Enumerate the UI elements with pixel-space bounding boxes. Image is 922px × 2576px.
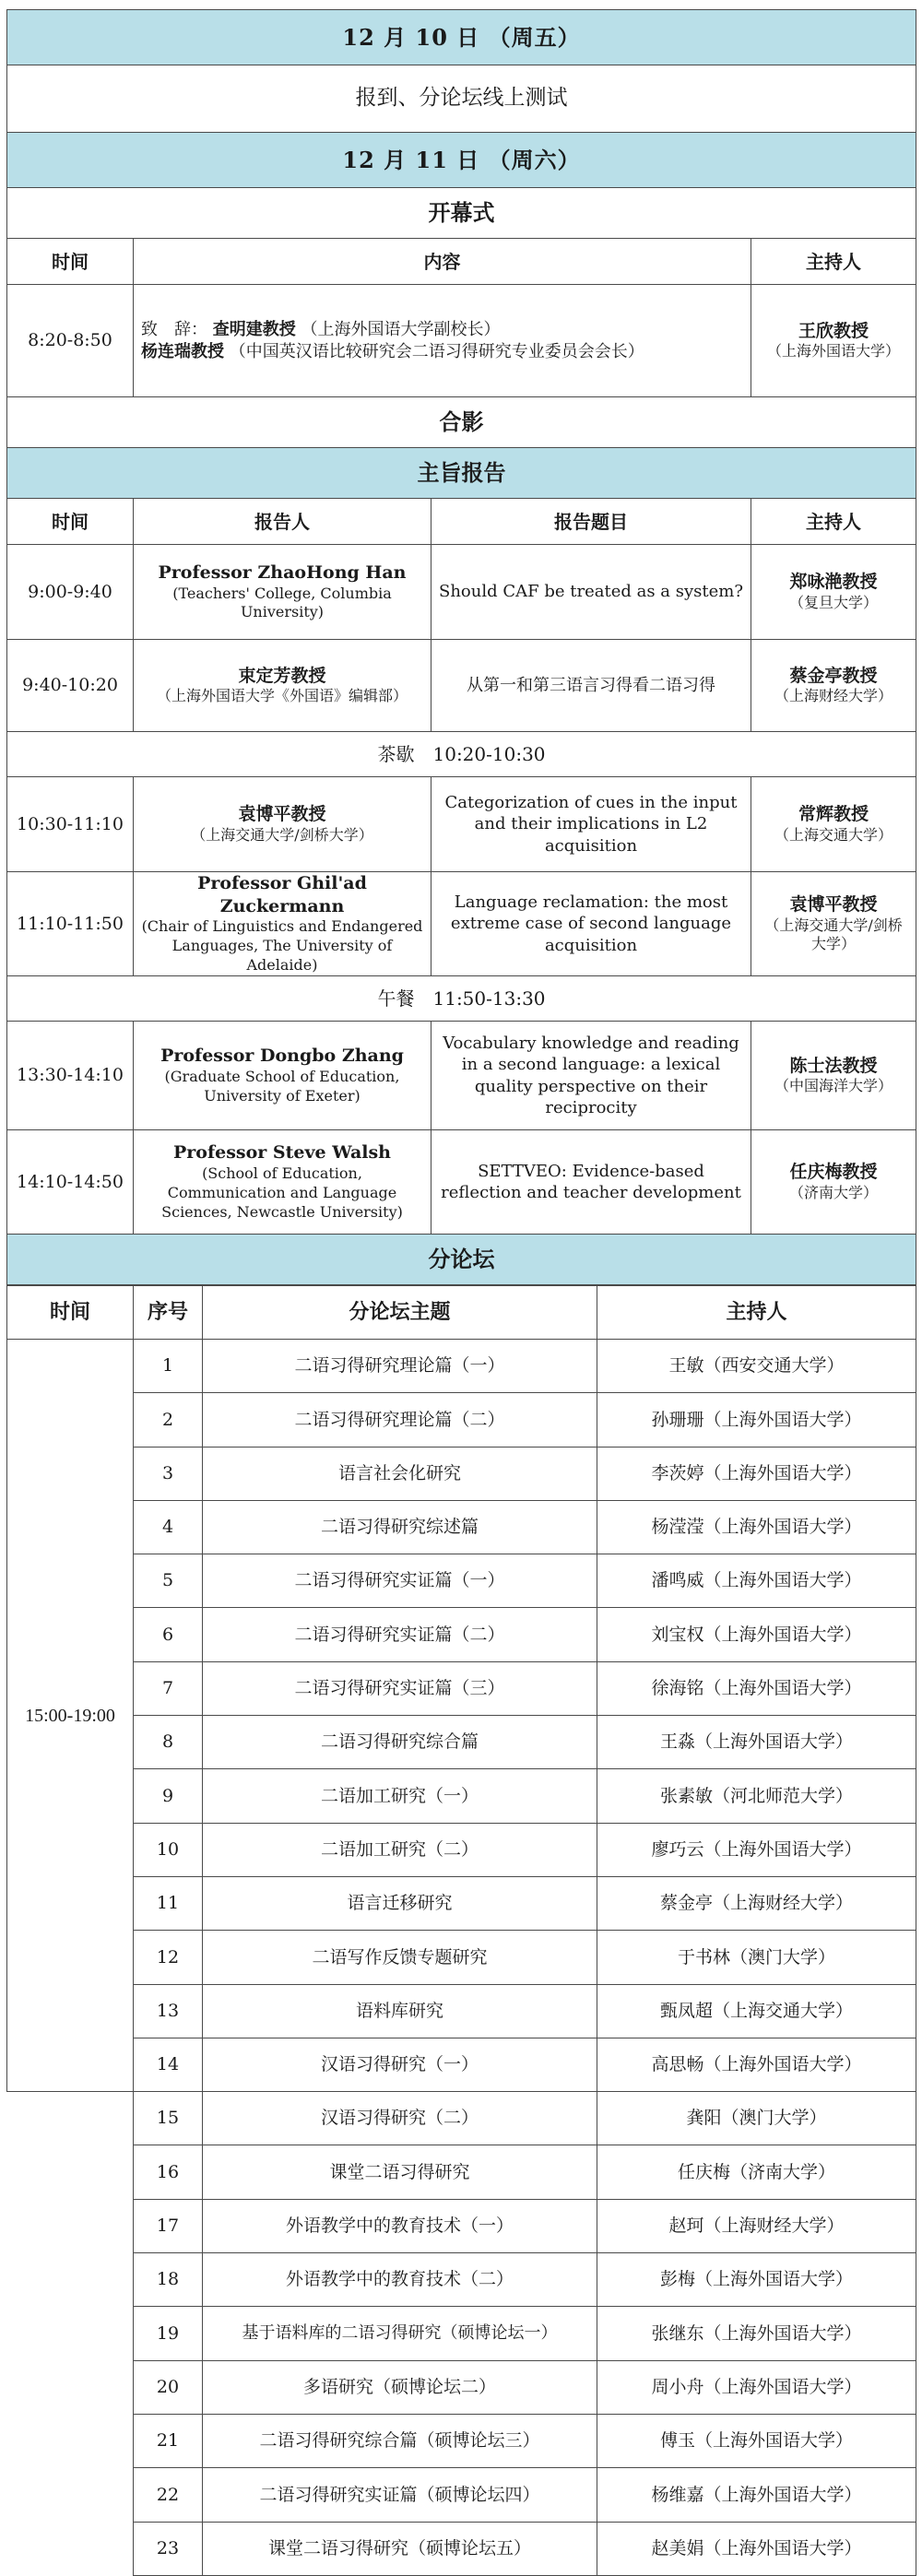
forum-theme: 汉语习得研究（一）	[203, 2038, 597, 2091]
day1-activity: 报到、分论坛线上测试	[7, 65, 916, 133]
forum-host: 王敏（西安交通大学）	[597, 1340, 916, 1393]
forum-time: 15:00-19:00	[7, 1340, 134, 2092]
forum-row	[7, 1340, 916, 1393]
forum-host: 于书林（澳门大学）	[597, 1931, 916, 1984]
forum-row	[7, 2307, 916, 2360]
forum-host: 张继东（上海外国语大学）	[597, 2307, 916, 2360]
host-affil: （复旦大学）	[789, 593, 879, 611]
forum-theme: 二语习得研究理论篇（二）	[203, 1393, 597, 1447]
forum-host: 彭梅（上海外国语大学）	[597, 2253, 916, 2307]
forum-host: 杨滢滢（上海外国语大学）	[597, 1500, 916, 1554]
keynote-row	[7, 777, 916, 872]
speaker-affil: (School of Education, Communication and Language Sciences, Newcastle University)	[161, 1164, 403, 1221]
forum-no: 3	[134, 1447, 203, 1500]
forum-theme: 语言迁移研究	[203, 1876, 597, 1930]
opening-header-time: 时间	[7, 239, 134, 285]
opening-header-host: 主持人	[751, 239, 916, 285]
host-affil: （中国海洋大学）	[774, 1077, 893, 1095]
keynote-time: 9:00-9:40	[7, 545, 134, 640]
forum-row	[7, 1447, 916, 1500]
forums-title: 分论坛	[7, 1235, 916, 1285]
forum-row	[7, 2145, 916, 2199]
day1-date: 12 月 10 日 （周五）	[7, 10, 916, 65]
keynote-header-host: 主持人	[751, 499, 916, 545]
forum-no: 1	[134, 1340, 203, 1393]
host-name: 常辉教授	[798, 804, 869, 825]
forum-no: 19	[134, 2307, 203, 2360]
host-affil: （上海交通大学/剑桥大学）	[764, 916, 903, 953]
forum-host: 王淼（上海外国语大学）	[597, 1716, 916, 1769]
forum-theme: 二语习得研究综述篇	[203, 1500, 597, 1554]
forum-row	[7, 1823, 916, 1876]
speaker1-title: （上海外国语大学副校长）	[301, 320, 501, 340]
forum-theme: 二语习得研究实证篇（硕博论坛四）	[203, 2468, 597, 2522]
forum-no: 6	[134, 1608, 203, 1661]
keynote-speaker	[134, 872, 431, 976]
speaker1-name: 查明建教授	[212, 320, 296, 340]
forums-table	[6, 1285, 916, 2576]
keynote-time: 9:40-10:20	[7, 640, 134, 732]
opening-host	[751, 285, 916, 397]
forum-row	[7, 2522, 916, 2575]
forum-host: 张素敏（河北师范大学）	[597, 1769, 916, 1823]
forum-row	[7, 1769, 916, 1823]
keynote-host	[751, 640, 916, 732]
forum-host: 傅玉（上海外国语大学）	[597, 2414, 916, 2467]
keynote-header-time: 时间	[7, 499, 134, 545]
forum-row	[7, 1931, 916, 1984]
forum-theme: 二语写作反馈专题研究	[203, 1931, 597, 1984]
keynote-speaker	[134, 1022, 431, 1130]
host-name: 任庆梅教授	[789, 1162, 878, 1183]
forum-no: 17	[134, 2199, 203, 2252]
forum-row	[7, 2092, 916, 2145]
forum-theme: 汉语习得研究（二）	[203, 2092, 597, 2145]
keynote-row	[7, 1130, 916, 1235]
forum-row	[7, 1500, 916, 1554]
forum-no: 10	[134, 1823, 203, 1876]
forum-host: 刘宝权（上海外国语大学）	[597, 1608, 916, 1661]
forum-theme: 二语习得研究理论篇（一）	[203, 1340, 597, 1393]
forum-no: 16	[134, 2145, 203, 2199]
speaker-affil: (Graduate School of Education, University of Exeter)	[164, 1068, 400, 1105]
forum-row	[7, 2199, 916, 2252]
keynote-row	[7, 1022, 916, 1130]
forum-theme: 语料库研究	[203, 1984, 597, 2038]
forum-header-host: 主持人	[597, 1286, 916, 1340]
forum-row	[7, 2468, 916, 2522]
host-affil: （上海财经大学）	[774, 687, 893, 705]
forum-no: 8	[134, 1716, 203, 1769]
forum-no: 4	[134, 1500, 203, 1554]
forum-no: 2	[134, 1393, 203, 1447]
forum-host: 周小舟（上海外国语大学）	[597, 2360, 916, 2414]
opening-header-content: 内容	[134, 239, 751, 285]
keynote-topic: Language reclamation: the most extreme case of second language acquisition	[431, 872, 751, 976]
photo-title: 合影	[7, 397, 916, 448]
forum-row	[7, 1716, 916, 1769]
forum-no: 12	[134, 1931, 203, 1984]
keynote-speaker	[134, 545, 431, 640]
host-name: 蔡金亭教授	[789, 665, 878, 686]
forum-no: 14	[134, 2038, 203, 2091]
keynote-header-topic: 报告题目	[431, 499, 751, 545]
day2-date: 12 月 11 日 （周六）	[7, 133, 916, 188]
keynote-topic: 从第一和第三语言习得看二语习得	[431, 640, 751, 732]
host-name: 郑咏滟教授	[789, 572, 878, 593]
forum-theme: 语言社会化研究	[203, 1447, 597, 1500]
keynote-host	[751, 1022, 916, 1130]
keynote-topic: Categorization of cues in the input and their implications in L2 acquisition	[431, 777, 751, 872]
speech-label: 致 辞：	[141, 320, 207, 340]
forum-no: 20	[134, 2360, 203, 2414]
forum-header-time: 时间	[7, 1286, 134, 1340]
forum-header-no: 序号	[134, 1286, 203, 1340]
opening-content	[134, 285, 751, 397]
opening-host-name: 王欣教授	[798, 320, 869, 341]
forum-host: 潘鸣威（上海外国语大学）	[597, 1554, 916, 1608]
tea-break: 茶歇 10:20-10:30	[7, 732, 916, 777]
opening-speaker-1	[141, 319, 743, 340]
forum-no: 9	[134, 1769, 203, 1823]
keynote-host	[751, 1130, 916, 1235]
forum-theme: 课堂二语习得研究	[203, 2145, 597, 2199]
forum-no: 23	[134, 2522, 203, 2575]
keynote-host	[751, 777, 916, 872]
forum-host: 高思畅（上海外国语大学）	[597, 2038, 916, 2091]
forum-host: 徐海铭（上海外国语大学）	[597, 1661, 916, 1715]
keynote-time: 10:30-11:10	[7, 777, 134, 872]
speaker-name: 束定芳教授	[238, 665, 326, 686]
keynote-topic: Should CAF be treated as a system?	[431, 545, 751, 640]
schedule-table-top	[6, 9, 916, 1285]
forum-theme: 外语教学中的教育技术（二）	[203, 2253, 597, 2307]
forum-host: 杨维嘉（上海外国语大学）	[597, 2468, 916, 2522]
forum-theme: 二语习得研究综合篇（硕博论坛三）	[203, 2414, 597, 2467]
forum-row	[7, 2360, 916, 2414]
opening-speaker-2	[141, 341, 743, 362]
forum-host: 任庆梅（济南大学）	[597, 2145, 916, 2199]
forum-theme: 二语加工研究（二）	[203, 1823, 597, 1876]
forum-host: 蔡金亭（上海财经大学）	[597, 1876, 916, 1930]
forum-row	[7, 2038, 916, 2091]
keynote-time: 13:30-14:10	[7, 1022, 134, 1130]
speaker-name: Professor Steve Walsh	[173, 1142, 391, 1164]
forum-no: 11	[134, 1876, 203, 1930]
opening-title: 开幕式	[7, 188, 916, 239]
forum-row	[7, 1876, 916, 1930]
keynote-topic: SETTVEO: Evidence-based reflection and teacher development	[431, 1130, 751, 1235]
speaker-affil: (Teachers' College, Columbia University)	[172, 584, 392, 621]
speaker2-title: （中国英汉语比较研究会二语习得研究专业委员会会长）	[229, 341, 644, 361]
forum-theme: 二语习得研究实证篇（一）	[203, 1554, 597, 1608]
keynote-speaker	[134, 1130, 431, 1235]
host-name: 陈士法教授	[789, 1055, 878, 1076]
keynote-row	[7, 545, 916, 640]
keynote-title: 主旨报告	[7, 448, 916, 499]
forum-host: 李茨婷（上海外国语大学）	[597, 1447, 916, 1500]
keynote-speaker	[134, 777, 431, 872]
forum-no: 15	[134, 2092, 203, 2145]
forum-theme: 外语教学中的教育技术（一）	[203, 2199, 597, 2252]
forum-row	[7, 1393, 916, 1447]
forum-no: 21	[134, 2414, 203, 2467]
keynote-time: 11:10-11:50	[7, 872, 134, 976]
speaker-affil: （上海交通大学/剑桥大学）	[191, 825, 373, 844]
speaker-name: Professor ZhaoHong Han	[158, 561, 407, 583]
forum-host: 赵珂（上海财经大学）	[597, 2199, 916, 2252]
speaker2-name: 杨连瑞教授	[141, 341, 224, 361]
keynote-row	[7, 872, 916, 976]
forum-theme: 二语习得研究综合篇	[203, 1716, 597, 1769]
host-affil: （上海交通大学）	[774, 825, 893, 844]
speaker-name: 袁博平教授	[238, 804, 326, 825]
forum-no: 5	[134, 1554, 203, 1608]
keynote-time: 14:10-14:50	[7, 1130, 134, 1235]
forum-row	[7, 2414, 916, 2467]
speaker-affil: （上海外国语大学《外国语》编辑部）	[156, 687, 408, 705]
opening-host-affil: （上海外国语大学）	[767, 342, 901, 360]
forum-theme: 多语研究（硕博论坛二）	[203, 2360, 597, 2414]
forum-host: 廖巧云（上海外国语大学）	[597, 1823, 916, 1876]
forum-header-theme: 分论坛主题	[203, 1286, 597, 1340]
keynote-host	[751, 872, 916, 976]
forum-time-blank	[7, 2092, 134, 2576]
forum-theme: 基于语料库的二语习得研究（硕博论坛一）	[203, 2307, 597, 2360]
keynote-topic: Vocabulary knowledge and reading in a second language: a lexical quality perspective on their reciprocity	[431, 1022, 751, 1130]
forum-no: 13	[134, 1984, 203, 2038]
forum-row	[7, 1554, 916, 1608]
forum-no: 22	[134, 2468, 203, 2522]
forum-no: 18	[134, 2253, 203, 2307]
keynote-speaker	[134, 640, 431, 732]
conference-schedule	[0, 9, 922, 2573]
keynote-row	[7, 640, 916, 732]
keynote-host	[751, 545, 916, 640]
lunch-break: 午餐 11:50-13:30	[7, 976, 916, 1022]
forum-no: 7	[134, 1661, 203, 1715]
speaker-name: Professor Dongbo Zhang	[160, 1046, 404, 1067]
forum-host: 甄凤超（上海交通大学）	[597, 1984, 916, 2038]
host-affil: （济南大学）	[789, 1183, 879, 1201]
forum-row	[7, 1661, 916, 1715]
forum-theme: 二语习得研究实证篇（二）	[203, 1608, 597, 1661]
keynote-header-speaker: 报告人	[134, 499, 431, 545]
forum-row	[7, 1608, 916, 1661]
forum-theme: 二语加工研究（一）	[203, 1769, 597, 1823]
speaker-name: Professor Ghil'ad Zuckermann	[197, 873, 367, 916]
host-name: 袁博平教授	[789, 893, 878, 915]
opening-time: 8:20-8:50	[7, 285, 134, 397]
forum-theme: 二语习得研究实证篇（三）	[203, 1661, 597, 1715]
speaker-affil: (Chair of Linguistics and Endangered Languages, The University of Adelaide)	[141, 917, 423, 975]
forum-theme: 课堂二语习得研究（硕博论坛五）	[203, 2522, 597, 2575]
forum-row	[7, 1984, 916, 2038]
forum-host: 赵美娟（上海外国语大学）	[597, 2522, 916, 2575]
forum-host: 孙珊珊（上海外国语大学）	[597, 1393, 916, 1447]
forum-host: 龚阳（澳门大学）	[597, 2092, 916, 2145]
forum-row	[7, 2253, 916, 2307]
